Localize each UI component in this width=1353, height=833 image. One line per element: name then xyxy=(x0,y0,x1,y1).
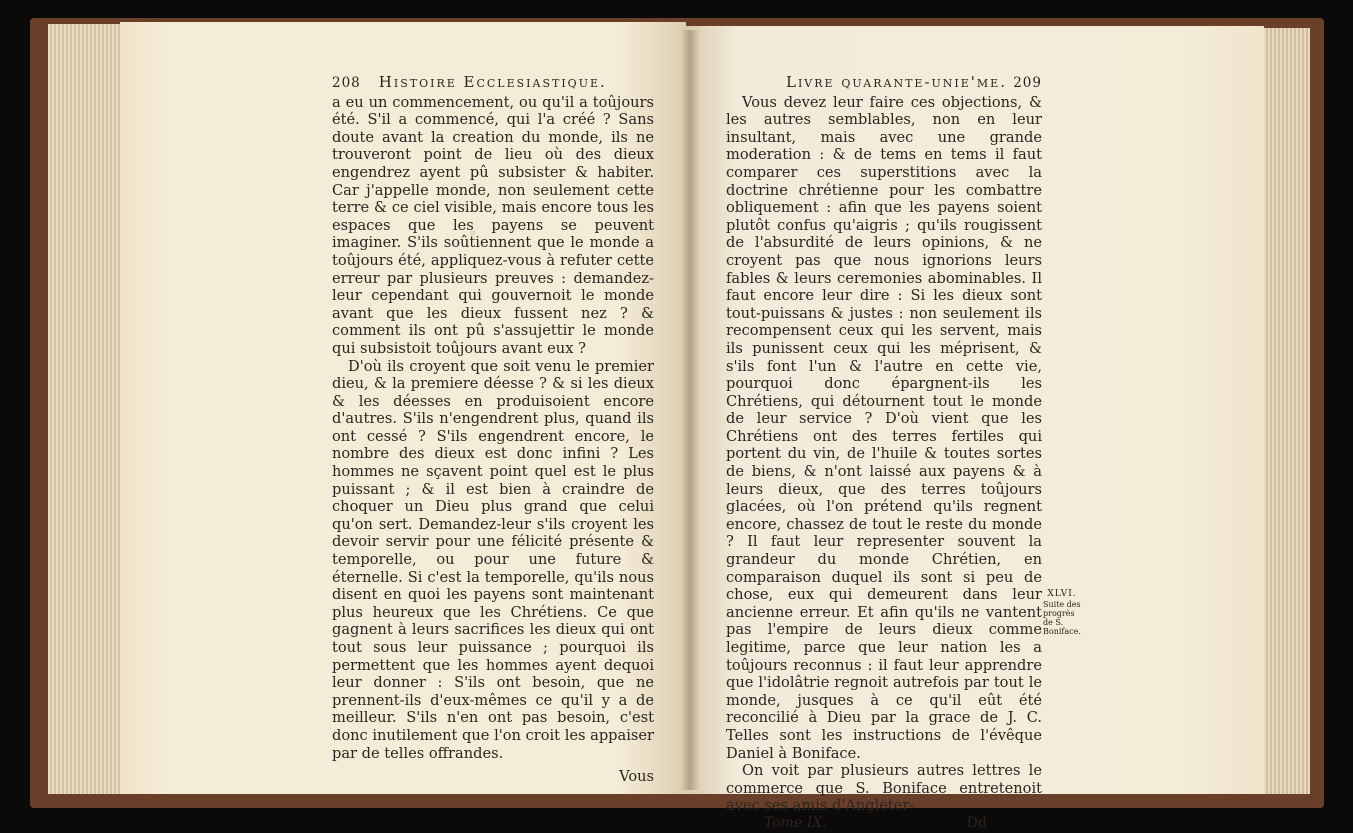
body-paragraph: a eu un commencement, ou qu'il a toûjours été. S'il a commencé, qui l'a créé ? Sans doute avant la creation du monde, ils ne trouveront point de lieu où des dieux engendrez ayent pû subsister & habiter. Car j'appelle monde, non seulement cette terre & ce ciel visible, mais encore tous les espaces que les payens se peuvent imaginer. S'ils soûtiennent que le monde a toûjours été, appliquez-vous à refuter cette erreur par plusieurs preuves : demandez-leur cependant qui gouvernoit le monde avant que les dieux fussent nez ? & comment ils ont pû s'assujettir le monde qui subsistoit toûjours avant eux ? xyxy=(332,93,654,357)
page-number: 209 xyxy=(1013,75,1042,91)
left-page-text xyxy=(332,74,654,786)
left-page-header xyxy=(332,74,654,93)
signature-mark: Dd xyxy=(966,814,987,831)
running-head: Histoire Ecclesiastique. xyxy=(378,73,607,91)
margin-note xyxy=(1043,590,1081,636)
catchword: Vous xyxy=(619,768,654,786)
right-page-header xyxy=(726,74,1042,93)
page-number: 208 xyxy=(332,75,361,91)
right-page-text xyxy=(726,74,1042,833)
body-paragraph: On voit par plusieurs autres lettres le commerce que S. Boniface entretenoit avec ses amis d'Angleter- xyxy=(726,762,1042,815)
body-paragraph: D'où ils croyent que soit venu le premier dieu, & la premiere déesse ? & si les dieux & les déesses en produisoient encore d'autres. S'ils n'engendrent plus, quand ils ont cessé ? S'ils engendrent encore, le nombre des dieux est donc infini ? Les hommes ne sçavent point quel est le plus puissant ; & il est bien à craindre de choquer un Dieu plus grand que celui qu'on sert. Demandez-leur s'ils croyent les devoir servir pour une félicité présente & temporelle, ou pour une future & éternelle. Si c'est la temporelle, qu'ils nous disent en quoi les payens sont maintenant plus heureux que les Chrétiens. Ce que gagnent à leurs sacrifices les dieux qui ont tout sous leur puissance ; pourquoi ils permettent que les hommes ayent dequoi leur donner : S'ils ont besoin, que ne prennent-ils d'eux-mêmes ce qu'il y a de meilleur. S'ils n'en ont pas besoin, c'est donc inutilement que l'on croit les appaiser par de telles offrandes. xyxy=(332,357,654,762)
body-paragraph: Vous devez leur faire ces objections, & les autres semblables, non en leur insultant, mais avec une grande moderation : & de tems en tems il faut comparer ces superstitions avec la doctrine chrétienne pour les combattre obliquement : afin que les payens soient plutôt confus qu'aigris ; qu'ils rougissent de l'absurdité de leurs opinions, & ne croyent pas que nous ignorions leurs fables & leurs ceremonies abominables. Il faut encore leur dire : Si les dieux sont tout-puissans & justes : non seulement ils recompensent ceux qui les servent, mais ils punissent ceux qui les méprisent, & s'ils font l'un & l'autre en cette vie, pourquoi donc épargnent-ils les Chrétiens, qui détournent tout le monde de leur service ? D'où vient que les Chrétiens ont des terres fertiles qui portent du vin, de l'huile & toutes sortes de biens, & n'ont laissé aux payens & à leurs dieux, que des terres toûjours glacées, où l'on prétend qu'ils regnent encore, chassez de tout le reste du monde ? Il faut leur representer souvent la grandeur du monde Chrétien, en comparaison duquel ils sont si peu de chose, eux qui demeurent dans leur ancienne erreur. Et afin qu'ils ne vantent pas l'empire de leurs dieux comme legitime, parce que leur nation les a toûjours reconnus : il faut leur apprendre que l'idolâtrie regnoit autrefois par tout le monde, jusques à ce qu'il eût été reconcilié à Dieu par la grace de J. C. Telles sont les instructions de l'évêque Daniel à Boniface. xyxy=(726,93,1042,762)
book-gutter xyxy=(680,30,700,790)
volume-label: Tome IX. xyxy=(764,814,827,831)
margin-note-text: Suite des progrès de S. Boniface. xyxy=(1043,600,1081,636)
running-head: Livre quarante-unie'me. xyxy=(786,73,1007,91)
page-footer xyxy=(726,815,1042,833)
margin-note-number: XLVI. xyxy=(1047,589,1077,599)
